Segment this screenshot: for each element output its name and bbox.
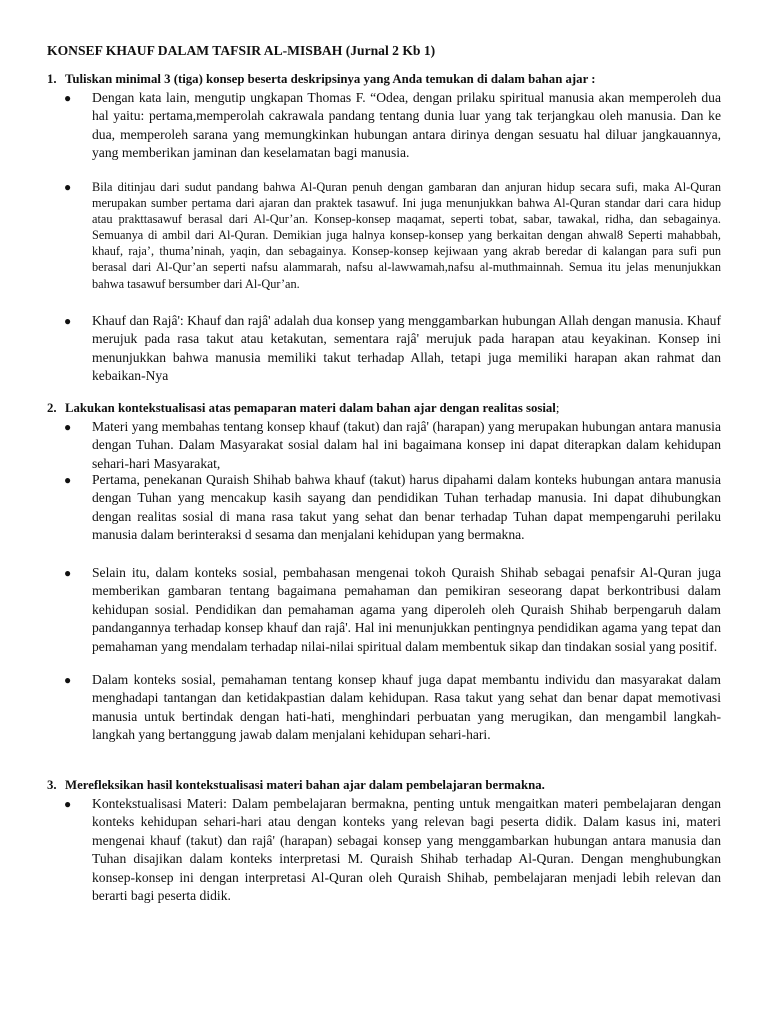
bullet-dot-icon: ● — [64, 91, 72, 105]
bullet-text: Pertama, penekanan Quraish Shihab bahwa khauf (takut) harus dipahami dalam konteks hubungan antara manusia dengan Tuhan yang mencakup kasih sayang dan pendidikan Tuhan terhadap manusia. Ini dapat dihubungkan dengan realitas sosial di mana rasa takut yang sehat dan benar terhadap Tuhan dapat mempengaruhi perilaku manusia dalam berinteraksi d sesama dan menjalani kehidupan yang bermakna. — [92, 472, 721, 543]
bullet-text: Kontekstualisasi Materi: Dalam pembelajaran bermakna, penting untuk mengaitkan materi pembelajaran dengan konteks kehidupan sehari-hari atau dengan konteks yang relevan bagi peserta didik. Dalam kasus ini, materi mengenai khauf (takut) dan rajâ' (harapan) sebagai konsep yang menggambarkan hubungan antara manusia dan Tuhan disajikan dalam konteks interpretasi M. Quraish Shihab terhadap Al-Quran. Dengan menghubungkan konsep-konsep ini dengan interpretasi Al-Quran oleh Quraish Shihab, pembelajaran menjadi lebih relevan dan berarti bagi peserta didik. — [92, 796, 721, 904]
section-3-number: 3. — [47, 778, 57, 792]
section-3-bullet-1 — [64, 795, 721, 905]
bullet-dot-icon: ● — [64, 180, 72, 194]
section-3-heading — [47, 778, 545, 793]
section-2-heading-suffix: ; — [555, 401, 560, 415]
bullet-dot-icon: ● — [64, 473, 72, 487]
section-2-heading — [47, 401, 559, 416]
section-3-heading-text: Merefleksikan hasil kontekstualisasi materi bahan ajar dalam pembelajaran bermakna. — [65, 778, 545, 792]
section-2-number: 2. — [47, 401, 57, 415]
bullet-text: Dalam konteks sosial, pemahaman tentang konsep khauf juga dapat membantu individu dan masyarakat dalam menghadapi tantangan dan ketidakpastian dalam kehidupan. Rasa takut yang sehat dan benar dapat memotivasi manusia untuk bertindak dengan hati-hati, menghindari perbuatan yang merugikan, dan mengambil langkah-langkah yang bertanggung jawab dalam menjalani kehidupan sehari-hari. — [92, 672, 721, 743]
bullet-dot-icon: ● — [64, 797, 72, 811]
section-1-heading — [47, 72, 595, 87]
bullet-text: Khauf dan Rajâ': Khauf dan rajâ' adalah dua konsep yang menggambarkan hubungan Allah dengan manusia. Khauf merujuk pada rasa takut atau ketakutan, sementara rajâ' merujuk pada harapan atau keyakinan. Konsep ini menunjukkan bahwa manusia memiliki takut terhadap Allah, tetapi juga memiliki harapan akan rahmat dan kebaikan-Nya — [92, 313, 721, 384]
bullet-text: Dengan kata lain, mengutip ungkapan Thomas F. “Odea, dengan prilaku spiritual manusia akan memperoleh dua hal yaitu: pertama,memperolah cakrawala pandang tentang dunia luar yang tak terjangkau oleh manusia. Dan ke dua, memperoleh sarana yang memungkinkan hubungan antara dirinya dengan sesuatu hal diluar jangkauannya, yang memberikan jaminan dan keselamatan bagi manusia. — [92, 90, 721, 161]
bullet-dot-icon: ● — [64, 566, 72, 580]
bullet-dot-icon: ● — [64, 314, 72, 328]
section-1-heading-text: Tuliskan minimal 3 (tiga) konsep beserta deskripsinya yang Anda temukan di dalam bahan ajar : — [65, 72, 596, 86]
document-title: KONSEF KHAUF DALAM TAFSIR AL-MISBAH (Jurnal 2 Kb 1) — [47, 43, 436, 58]
section-1-bullet-1 — [64, 89, 721, 163]
bullet-text: Selain itu, dalam konteks sosial, pembahasan mengenai tokoh Quraish Shihab sebagai penafsir Al-Quran juga memberikan gambaran tentang bagaimana pemahaman dan pemikiran seseorang dapat berkontribusi dalam kehidupan sosial. Pendidikan dan pemahaman agama yang diperoleh oleh Quraish Shihab berpengaruh dalam pandangannya terhadap konsep khauf dan rajâ'. Hal ini menunjukkan pentingnya pendidikan agama yang tepat dan pemahaman yang mendalam terhadap nilai-nilai spiritual dalam membentuk sikap dan tindakan sosial yang positif. — [92, 565, 721, 654]
section-1-bullet-3 — [64, 312, 721, 386]
section-2-bullet-1 — [64, 418, 721, 473]
section-1-bullet-2 — [64, 179, 721, 292]
bullet-text: Bila ditinjau dari sudut pandang bahwa Al-Quran penuh dengan gambaran dan anjuran hidup secara sufi, maka Al-Quran merupakan sumber pertama dari ajaran dan praktek tasawuf. Ini juga menunjukkan bahwa Al-Quran standar dari cara hidup atau prakttasawuf berasal dari Al-Qur’an. Konsep-konsep maqamat, seperti tobat, sabar, tawakal, ridha, dan sebagainya. Semuanya di ambil dari Al-Quran. Demikian juga halnya konsep-konsep yang berkaitan dengan ahwal8 Seperti mahabbah, khauf, raja’, thuma’ninah, yaqin, dan sebagainya. Konsep-konsep kejiwaan yang akrab beredar di kalangan para sufi pun berasal dari Al-Qur’an seperti nafsu alammarah, nafsu al-lawwamah,nafsu al-muthmainnah. Semua itu jelas menunjukkan bahwa tasawuf bersumber dari Al-Qur’an. — [92, 180, 721, 291]
section-1-number: 1. — [47, 72, 57, 86]
section-2-heading-text: Lakukan kontekstualisasi atas pemaparan materi dalam bahan ajar dengan realitas sosial — [65, 401, 556, 415]
section-2-bullet-3 — [64, 564, 721, 656]
section-2-bullet-2 — [64, 471, 721, 545]
bullet-dot-icon: ● — [64, 420, 72, 434]
section-2-bullet-4 — [64, 671, 721, 745]
bullet-text: Materi yang membahas tentang konsep khauf (takut) dan rajâ' (harapan) yang merupakan hubungan antara manusia dengan Tuhan. Dalam Masyarakat sosial dalam hal ini bagaimana konsep ini dapat diterapkan dalam kehidupan sehari-hari Masyarakat, — [92, 419, 721, 471]
bullet-dot-icon: ● — [64, 673, 72, 687]
